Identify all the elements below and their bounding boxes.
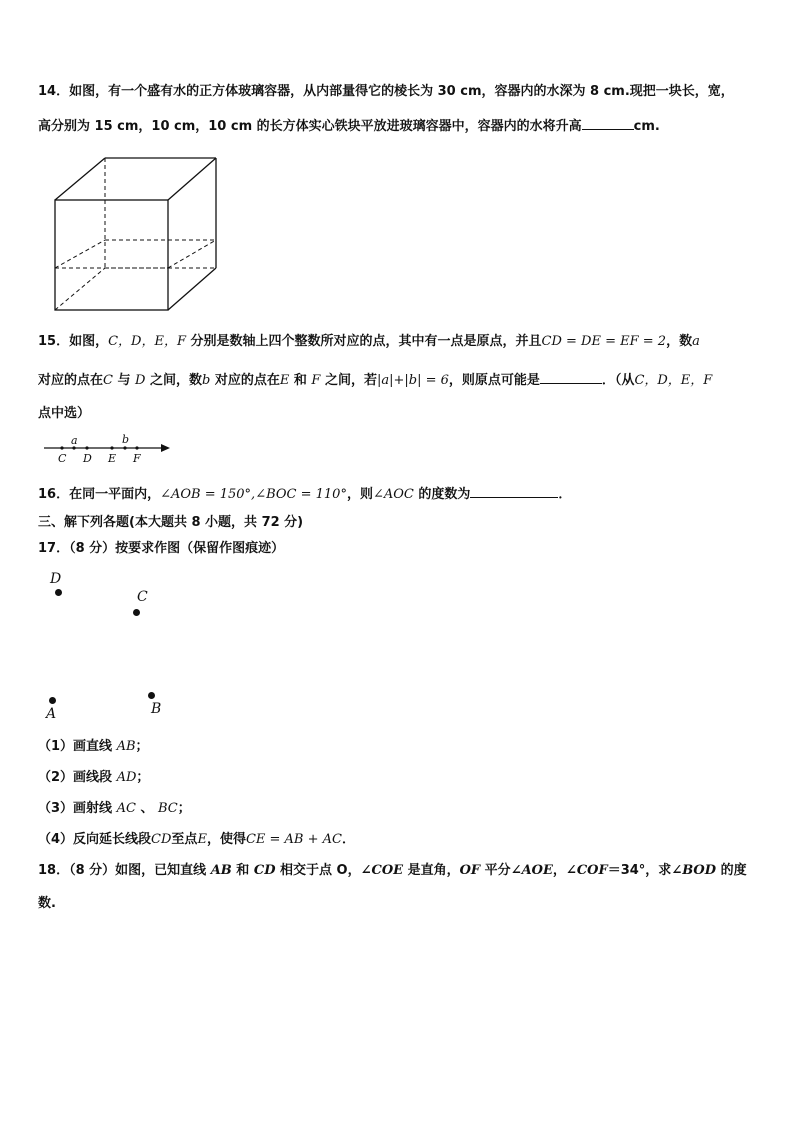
q18-line2: 数.	[38, 896, 56, 911]
point-b-dot	[148, 692, 155, 699]
point-d-label: D	[50, 571, 62, 587]
point-f-mark	[135, 446, 138, 449]
label-c: C	[58, 452, 67, 465]
number-line-figure	[42, 434, 174, 466]
q15-equation: CD = DE = EF = 2	[541, 334, 667, 349]
q17-step3: （3）画射线 AC 、 BC；	[38, 801, 191, 816]
q15-line3: 点中选）	[38, 406, 91, 421]
q16-answer-blank[interactable]	[470, 483, 558, 498]
section-heading: 三、解下列各题(本大题共 8 小题，共 72 分)	[38, 515, 304, 530]
cube-front-face	[55, 200, 168, 310]
q15-line2: 对应的点在C 与 D 之间，数b 对应的点在E 和 F 之间，若|a|+|b| = 6，则原点可能是 ．（从C，D，E，F	[38, 369, 712, 390]
q15-answer-blank[interactable]	[540, 369, 602, 384]
q17-title: 17．（8 分）按要求作图（保留作图痕迹）	[38, 541, 285, 556]
point-d-mark	[85, 446, 88, 449]
label-a: a	[71, 434, 78, 447]
point-c-mark	[60, 446, 63, 449]
point-a-dot	[49, 697, 56, 704]
cube-container-figure	[50, 152, 222, 316]
q17-step4: （4）反向延长线段CD至点E，使得CE = AB + AC．	[38, 832, 355, 847]
q14-line2-text: 高分别为 15 cm，10 cm，10 cm 的长方体实心铁块平放进玻璃容器中，容器内的水将升高	[38, 119, 582, 134]
q17-step1: （1）画直线 AB；	[38, 739, 149, 754]
label-d: D	[83, 452, 92, 465]
point-c-label: C	[137, 589, 148, 605]
point-d-dot	[55, 589, 62, 596]
q14-answer-blank[interactable]	[582, 115, 634, 130]
q14-line2	[38, 115, 660, 136]
point-b-mark	[123, 446, 126, 449]
q18-line1: 18．（8 分）如图，已知直线 AB 和 CD 相交于点 O，∠COE 是直角，OF 平分∠AOE，∠COF＝34°，求∠BOD 的度	[38, 863, 747, 878]
q15-line1: 15．如图，C，D，E，F 分别是数轴上四个整数所对应的点，其中有一点是原点，并且CD = DE = EF = 2，数a	[38, 334, 700, 349]
label-b: b	[122, 434, 130, 446]
label-f: F	[133, 452, 141, 465]
q15-abs-equation: |a|+|b| = 6	[376, 373, 449, 388]
number-line-arrow	[161, 444, 170, 452]
q16-line: 16．在同一平面内，∠AOB = 150°,∠BOC = 110°，则∠AOC 的度数为 ．	[38, 483, 571, 504]
point-c-dot	[133, 609, 140, 616]
q17-step2: （2）画线段 AD；	[38, 770, 150, 785]
q16-equation: ∠AOB = 150°,∠BOC = 110°	[160, 487, 347, 502]
q14-unit: cm.	[633, 119, 660, 134]
q15-points: C，D，E，F	[108, 334, 186, 349]
q14-line1: 14．如图，有一个盛有水的正方体玻璃容器，从内部量得它的棱长为 30 cm，容器内的水深为 8 cm.现把一块长，宽，	[38, 84, 734, 99]
point-a-label: A	[46, 706, 57, 722]
point-b-label: B	[151, 701, 162, 717]
label-e: E	[108, 452, 117, 465]
point-e-mark	[110, 446, 113, 449]
